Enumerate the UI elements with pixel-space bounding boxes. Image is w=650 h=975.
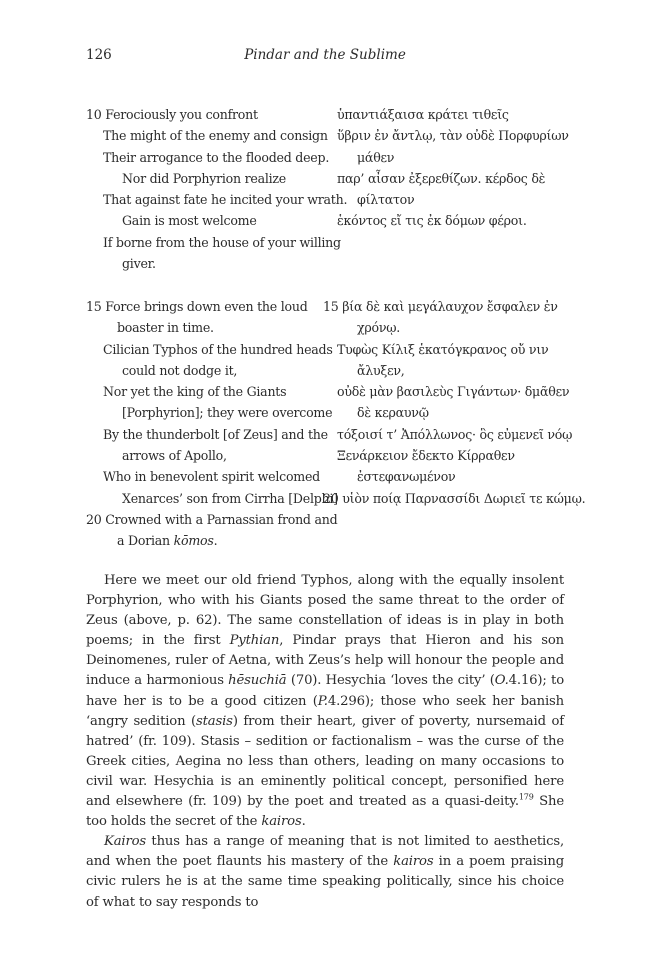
english-line: Cilician Typhos of the hundred heads — [103, 341, 333, 357]
greek-line: 15 βία δὲ καὶ μεγάλαυχον ἔσφαλεν ἐν — [323, 299, 558, 314]
greek-line: Τυφὼς Κίλιξ ἑκατόγκρανος οὔ νιν — [337, 341, 549, 357]
verse-line — [86, 213, 566, 234]
greek-line: δὲ κεραυνῷ — [357, 405, 429, 421]
greek-line: ἑκόντος εἴ τις ἐκ δόμων φέροι. — [337, 213, 527, 229]
verse-line — [86, 128, 569, 149]
paragraph: Kairos thus has a range of meaning that is not limited to aesthetics, and when the poet flaunts his mastery of the kairos in a poem praising civic rulers he is at the same time speaking politically, since his choice of what to say responds to — [86, 834, 564, 910]
verse-line — [86, 150, 566, 171]
verse-line — [86, 235, 566, 256]
verse-line — [86, 171, 566, 192]
verse-line — [86, 256, 566, 277]
verse-line — [86, 426, 573, 448]
verse-line — [86, 469, 566, 490]
verse-line — [86, 512, 566, 533]
verse-line — [86, 320, 566, 341]
english-line: could not dodge it, — [122, 362, 238, 378]
greek-line: ἄλυξεν, — [357, 362, 405, 378]
verse-line — [86, 363, 566, 384]
verse-line — [86, 192, 566, 213]
english-line: Their arrogance to the flooded deep. — [103, 149, 330, 165]
greek-line: 20 υἱὸν ποίᾳ Παρνασσίδι Δωριεῖ τε κώμῳ. — [323, 490, 586, 506]
verse-line — [86, 405, 566, 426]
greek-line: τόξοισί τ’ Ἀπόλλωνος· ὃς εὐμενεῖ νόῳ — [337, 426, 573, 442]
verse-line — [86, 490, 586, 512]
greek-line: χρόνῳ. — [357, 320, 401, 336]
english-line: [Porphyrion]; they were overcome — [122, 405, 333, 421]
english-line: giver. — [122, 256, 156, 272]
greek-line: ὑπαντιάξαισα κράτει τιθεῖς — [337, 107, 509, 122]
verse-line — [86, 107, 566, 128]
greek-line: Ξενάρκειον ἔδεκτο Κίρραθεν — [337, 448, 515, 464]
english-line: a Dorian kōmos. — [117, 533, 218, 549]
verse-line — [86, 384, 570, 405]
greek-line: ὕβριν ἐν ἄντλῳ, τὰν οὐδὲ Πορφυρίων — [337, 128, 569, 144]
verse-block-2 — [86, 299, 586, 555]
english-line: Nor yet the king of the Giants — [103, 384, 287, 400]
greek-line: παρ’ αἶσαν ἐξερεθίζων. κέρδος δὲ — [337, 170, 546, 186]
english-line: 20 Crowned with a Parnassian frond and — [86, 511, 338, 527]
verse-block-1 — [86, 107, 569, 277]
english-line: Nor did Porphyrion realize — [122, 170, 287, 186]
english-line: Gain is most welcome — [122, 213, 257, 229]
english-line: By the thunderbolt [of Zeus] and the — [103, 426, 328, 442]
verse-line — [86, 299, 566, 320]
english-line: 15 Force brings down even the loud — [86, 299, 308, 314]
running-head: Pindar and the Sublime — [244, 47, 406, 63]
greek-line: φίλτατον — [357, 192, 415, 208]
body-text — [86, 571, 564, 913]
footnote-ref[interactable]: 179 — [518, 792, 534, 802]
greek-line: μάθεν — [357, 149, 395, 165]
verse-line — [86, 533, 566, 554]
paragraph: Here we meet our old friend Typhos, along with the equally insolent Porphyrion, who with his Giants posed the same threat to the order of Zeus (above, p. 62). The same constellation of ideas is in play in both poems; in the first Pythian, Pindar prays that Hieron and his son Deinomenes, ruler of Aetna, with Zeus’s help will honour the people and induce a harmonious hēsuchiā (70). Hesychia ‘loves the city’ (O.4.16); to have her is to be a good citizen (P.4.296); those who seek her banish ‘angry sedition (stasis) from their heart, giver of poverty, nursemaid of hatred’ (fr. 109). Stasis – sedition or factionalism – was the curse of the Greek cities, Aegina no less than others, leading on many occasions to civil war. Hesychia is an eminently political concept, personified here and elsewhere (fr. 109) by the poet and treated as a quasi-deity.$^{179}$ She too holds the secret of the kairos. — [86, 573, 564, 830]
greek-line: οὐδὲ μὰν βασιλεὺς Γιγάντων· δμᾶθεν — [337, 384, 570, 400]
page-number: 126 — [86, 47, 112, 63]
english-line: 10 Ferociously you confront — [86, 107, 258, 122]
verse-line — [86, 342, 566, 363]
english-line: If borne from the house of your willing — [103, 234, 341, 250]
english-line: arrows of Apollo, — [122, 448, 227, 464]
english-line: boaster in time. — [117, 320, 214, 336]
greek-line: ἐστεφανωμένον — [357, 469, 456, 485]
verse-line — [86, 448, 566, 469]
english-line: The might of the enemy and consign — [103, 128, 328, 144]
english-line: Xenarces’ son from Cirrha [Delphi] — [122, 490, 338, 506]
english-line: That against fate he incited your wrath. — [103, 192, 348, 208]
english-line: Who in benevolent spirit welcomed — [103, 469, 320, 485]
